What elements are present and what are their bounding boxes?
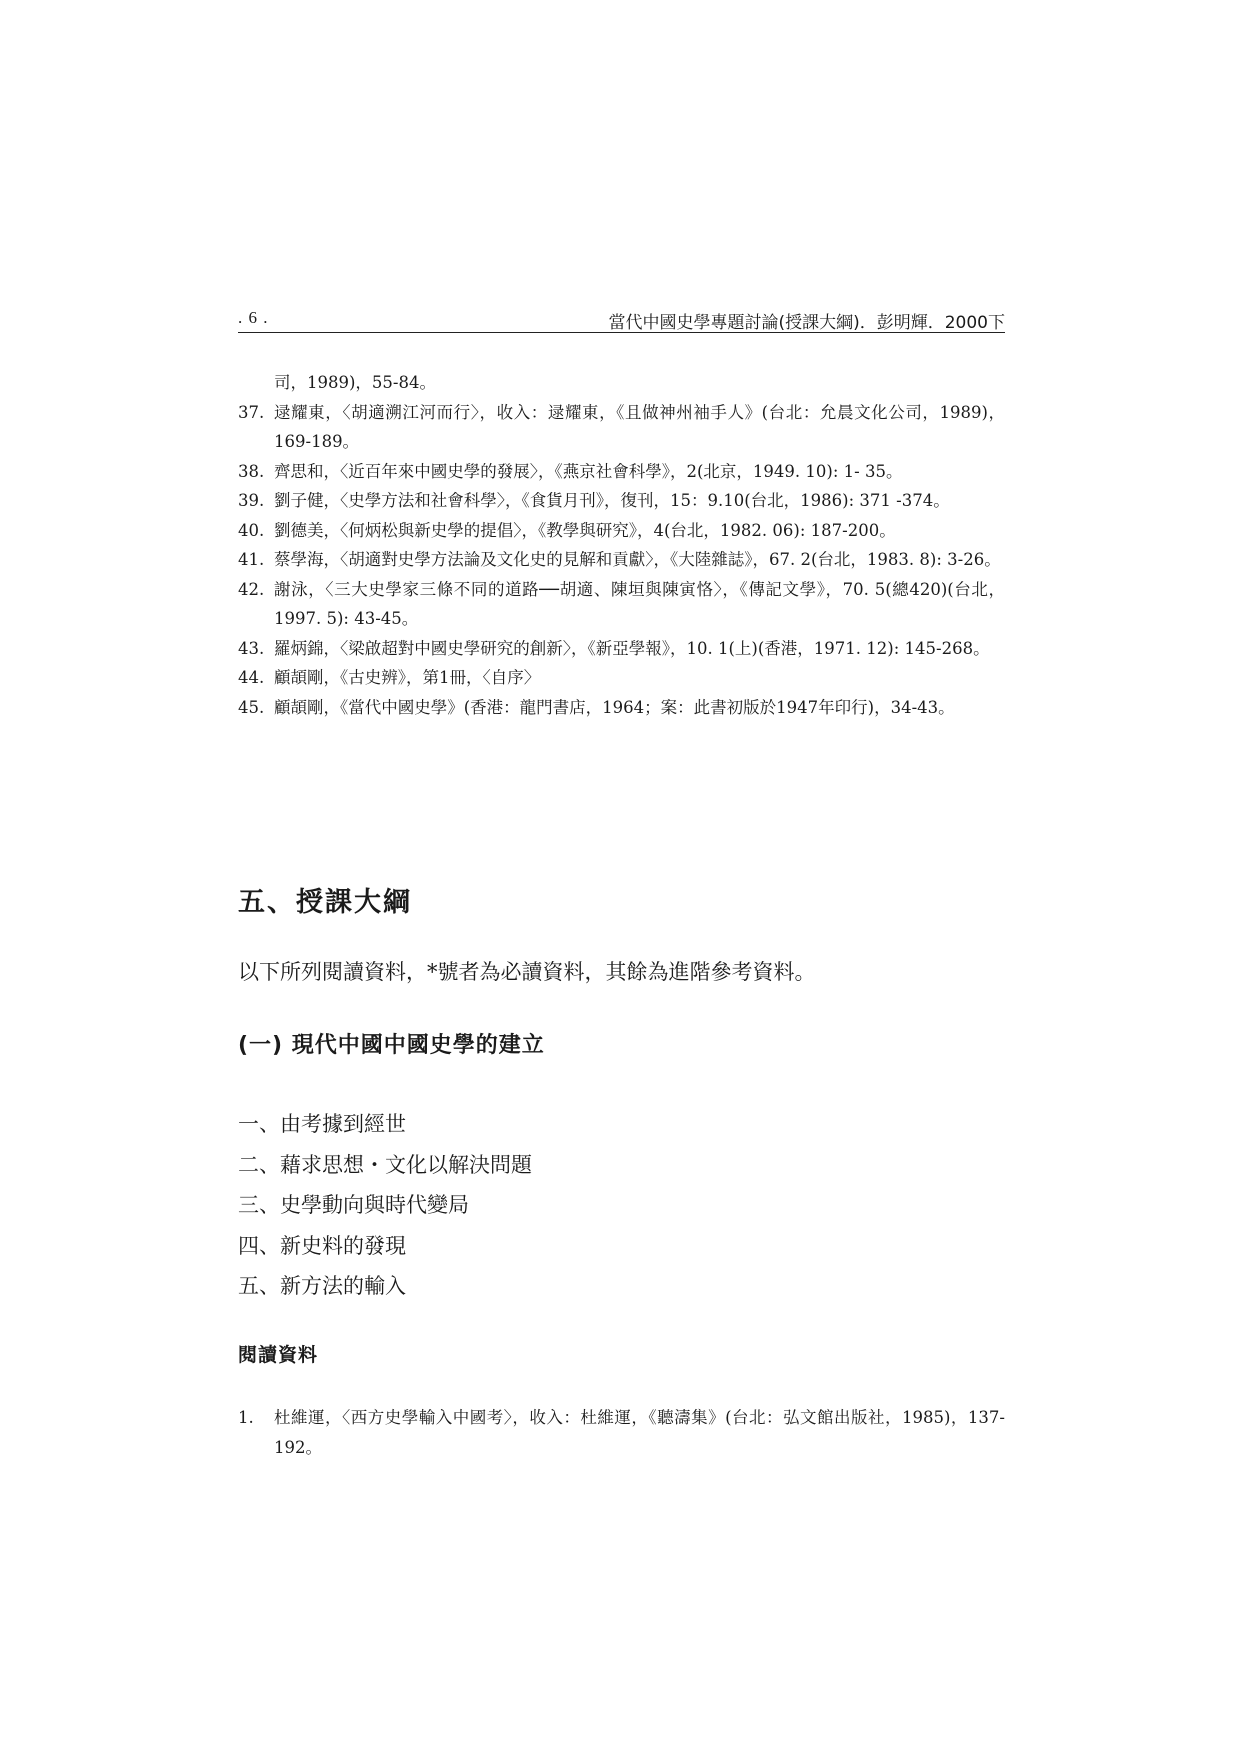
reference-number: 42. [238,579,265,599]
topic-item: 一、由考據到經世 [238,1112,406,1136]
reference-item [238,368,1005,398]
section-heading: 五、授課大綱 [238,887,412,918]
page-number: . 6 . [238,308,269,327]
reference-item [238,545,1005,575]
reference-text: 顧頡剛，《當代中國史學》(香港：龍門書店，1964；案：此書初版於1947年印行)，34-43。 [274,697,955,717]
topic-item: 四、新史料的發現 [238,1233,406,1258]
reference-item [238,457,1005,487]
reference-text: 劉子健，〈史學方法和社會科學〉，《食貨月刊》，復刊，15：9.10(台北，1986): 371 -374。 [274,491,950,510]
reading-text: 杜維運，〈西方史學輸入中國考〉，收入：杜維運，《聽濤集》(台北：弘文館出版社，1985)，137-192。 [274,1408,1005,1457]
topic-list [238,1104,532,1307]
reference-number: 38. [238,461,265,481]
page-header [238,308,1005,333]
reference-number: 45. [238,697,265,717]
reading-list [238,1403,1005,1462]
running-title: 當代中國史學專題討論(授課大綱)．彭明輝．2000下 [608,313,1005,333]
topic-item: 五、新方法的輸入 [238,1274,406,1298]
reference-text: 司，1989)，55-84。 [274,373,436,392]
topic-item: 二、藉求思想・文化以解決問題 [238,1152,532,1177]
reference-text: 謝泳，〈三大史學家三條不同的道路──胡適、陳垣與陳寅恪〉，《傳記文學》，70. 5(總420)(台北，1997. 5): 43-45。 [274,579,1005,628]
reference-item [238,398,1005,457]
reference-text: 劉德美，〈何炳松與新史學的提倡〉，《教學與研究》，4(台北，1982. 06): 187-200。 [274,520,896,540]
reference-item [238,516,1005,546]
subsection-heading: (一) 現代中國中國史學的建立 [238,1033,545,1058]
reference-number: 43. [238,638,265,658]
topic-item: 三、史學動向與時代變局 [238,1193,469,1217]
reference-text: 蔡學海，〈胡適對史學方法論及文化史的見解和貢獻〉，《大陸雜誌》，67. 2(台北，1983. 8): 3-26。 [274,550,1001,569]
reference-text: 顧頡剛，《古史辨》，第1冊，〈自序〉 [274,668,541,687]
reference-list [238,368,1005,722]
reference-text: 齊思和，〈近百年來中國史學的發展〉，《燕京社會科學》，2(北京，1949. 10): 1- 35。 [274,461,903,481]
reading-number: 1. [238,1408,254,1427]
reference-number: 39. [238,491,265,510]
reference-item [238,663,1005,693]
reference-number: 40. [238,520,265,540]
intro-text: 以下所列閱讀資料，*號者為必讀資料，其餘為進階參考資料。 [238,960,816,984]
reference-text: 羅炳錦，〈梁啟超對中國史學研究的創新〉，《新亞學報》，10. 1(上)(香港，1971. 12): 145-268。 [274,638,990,658]
reference-number: 44. [238,668,265,687]
reference-item [238,634,1005,664]
reference-item [238,693,1005,723]
reading-item [238,1403,1005,1462]
reference-item [238,486,1005,516]
reference-item [238,575,1005,634]
reference-number: 37. [238,402,265,422]
reference-number: 41. [238,550,265,569]
reading-heading: 閱讀資料 [238,1344,319,1366]
reference-text: 逯耀東，〈胡適溯江河而行〉，收入：逯耀東，《且做神州袖手人》(台北：允晨文化公司，1989)，169-189。 [274,402,1005,451]
